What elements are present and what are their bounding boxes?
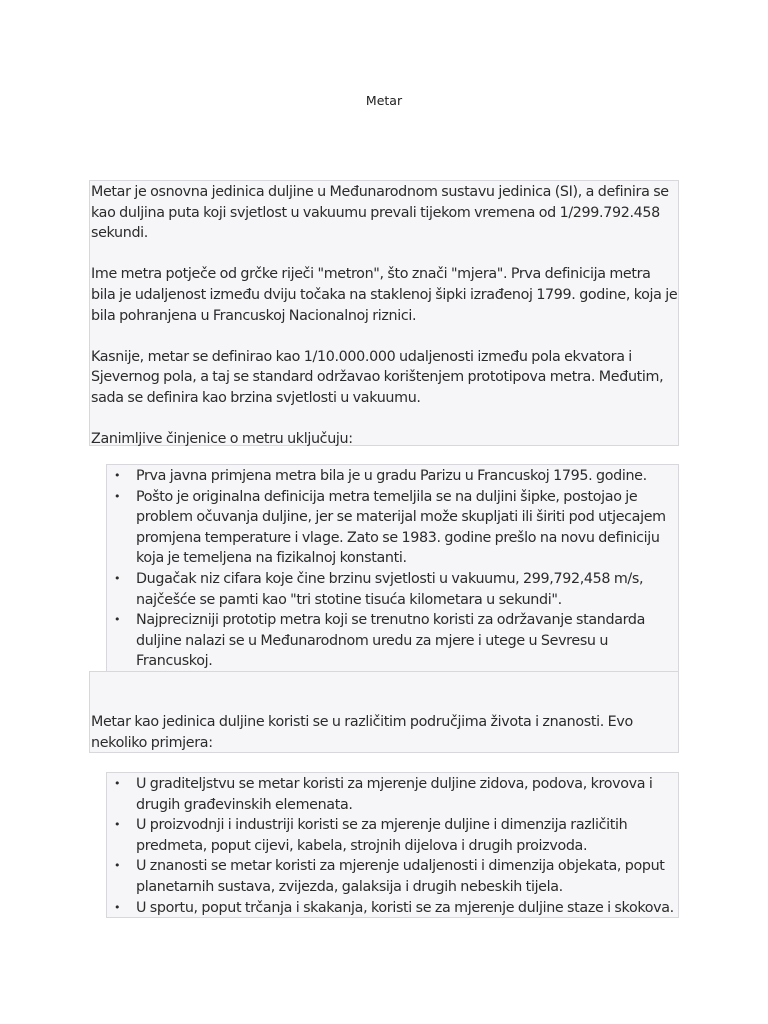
bullet-icon: • — [114, 489, 121, 503]
uses-list — [108, 774, 678, 918]
page-title: Metar — [365, 93, 403, 108]
list-item — [108, 898, 678, 919]
list-item-text: Dugačak niz cifara koje čine brzinu svjetlosti u vakuumu, 299,792,458 m/s, najčešće se pamti kao "tri stotine tisuća kilometara u sekundi". — [136, 570, 644, 608]
list-item — [108, 610, 678, 672]
facts-list — [108, 466, 678, 672]
list-item — [108, 856, 678, 897]
list-item — [108, 815, 678, 856]
uses-list-section — [106, 772, 679, 918]
uses-intro-paragraph: Metar kao jedinica duljine koristi se u različitim područjima života i znanosti. Evo nekoliko primjera: — [91, 714, 633, 751]
list-item-text: Prva javna primjena metra bila je u gradu Parizu u Francuskoj 1795. godine. — [136, 468, 647, 484]
list-item-text: U znanosti se metar koristi za mjerenje udaljenosti i dimenzija objekata, poput planetarnih sustava, zvijezda, galaksija i drugih nebeskih tijela. — [136, 858, 665, 895]
uses-section — [89, 671, 679, 753]
list-item-text: Najprecizniji prototip metra koji se trenutno koristi za održavanje standarda duljine nalazi se u Međunarodnom uredu za mjere i utege u Sevresu u Francuskoj. — [136, 612, 646, 670]
intro-section — [89, 180, 679, 446]
list-item-text: U graditeljstvu se metar koristi za mjerenje duljine zidova, podova, krovova i drugih građevinskih elemenata. — [136, 776, 653, 813]
list-item — [108, 569, 678, 610]
list-item-text: U sportu, poput trčanja i skakanja, koristi se za mjerenje duljine staze i skokova. — [136, 899, 674, 916]
list-item — [108, 487, 678, 569]
bullet-icon: • — [114, 900, 121, 914]
bullet-icon: • — [114, 571, 121, 585]
intro-paragraph: Metar je osnovna jedinica duljine u Međunarodnom sustavu jedinica (SI), a definira se kao duljina puta koji svjetlost u vakuumu prevali tijekom vremena od 1/299.792.458 sekundi. — [91, 184, 669, 242]
bullet-icon: • — [114, 818, 121, 832]
bullet-icon: • — [114, 777, 121, 790]
list-item-text: Pošto je originalna definicija metra temeljila se na duljini šipke, postojao je problem očuvanja duljine, jer se materijal može skupljati ili širiti pod utjecajem promjena temperature i vlage. Zato se 1983. godine prešlo na novu definiciju koja je temeljena na fizikalnoj konstanti. — [136, 488, 666, 567]
bullet-icon: • — [114, 859, 121, 873]
list-item-text: U proizvodnji i industriji koristi se za mjerenje duljine i dimenzija različitih predmeta, poput cijevi, kabela, strojnih dijelova i drugih proizvoda. — [136, 817, 628, 854]
intro-paragraph: Ime metra potječe od grčke riječi "metron", što znači "mjera". Prva definicija metra bila je udaljenost između dviju točaka na staklenoj šipki izrađenoj 1799. godine, koja je bila pohranjena u Francuskoj Nacionalnoj riznici. — [91, 266, 678, 324]
bullet-icon: • — [114, 613, 121, 627]
facts-list-section — [106, 464, 679, 672]
list-item — [108, 466, 678, 487]
facts-heading: Zanimljive činjenice o metru uključuju: — [91, 431, 353, 448]
bullet-icon: • — [114, 469, 121, 482]
intro-paragraph: Kasnije, metar se definirao kao 1/10.000.000 udaljenosti između pola ekvatora i Sjevernog pola, a taj se standard održavao korištenjem prototipova metra. Međutim, sada se definira kao brzina svjetlosti u vakuumu. — [91, 348, 664, 406]
list-item — [108, 774, 678, 815]
